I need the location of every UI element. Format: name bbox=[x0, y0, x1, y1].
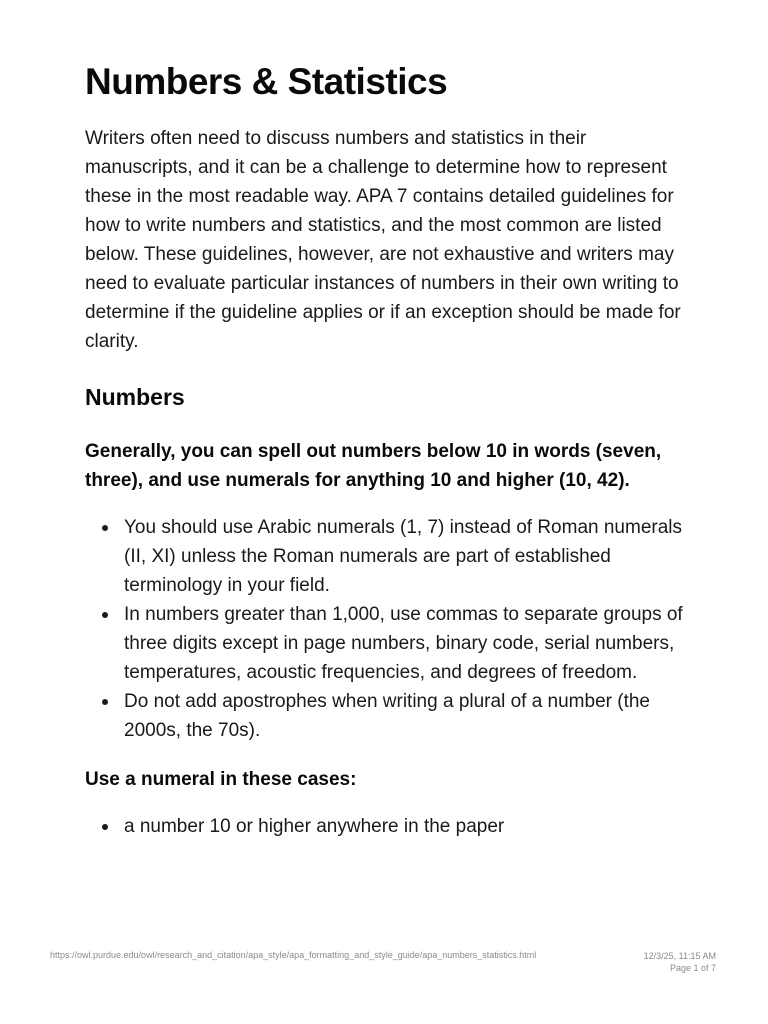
list-item-text: In numbers greater than 1,000, use commas to separate groups of three digits except in page numbers, binary code, serial numbers, temperatures, acoustic frequencies, and degrees of freedom. bbox=[124, 604, 683, 683]
footer-meta bbox=[644, 950, 716, 974]
numbers-rule-lead: Generally, you can spell out numbers below 10 in words (seven, three), and use numerals for anything 10 and higher (10, 42). bbox=[85, 441, 662, 491]
bullet-icon bbox=[102, 525, 108, 531]
bullet-icon bbox=[102, 824, 108, 830]
list-item-text: Do not add apostrophes when writing a plural of a number (the 2000s, the 70s). bbox=[124, 691, 650, 741]
numeral-cases-subheading: Use a numeral in these cases: bbox=[85, 769, 357, 790]
numbers-guidelines-list bbox=[85, 513, 695, 745]
intro-paragraph: Writers often need to discuss numbers and statistics in their manuscripts, and it can be a challenge to determine how to represent these in the most readable way. APA 7 contains detailed guidelines for how to write numbers and statistics, and the most common are listed below. These guidelines, however, are not exhaustive and writers may need to evaluate particular instances of numbers in their own writing to determine if the guideline applies or if an exception should be made for clarity. bbox=[85, 128, 681, 352]
section-heading-numbers: Numbers bbox=[85, 384, 185, 410]
list-item bbox=[124, 600, 695, 687]
footer-source-url: https://owl.purdue.edu/owl/research_and_citation/apa_style/apa_formatting_and_style_guide/apa_numbers_statistics.html bbox=[50, 950, 537, 960]
bullet-icon bbox=[102, 612, 108, 618]
list-item-text: a number 10 or higher anywhere in the paper bbox=[124, 816, 505, 837]
footer-page-number: Page 1 of 7 bbox=[669, 963, 716, 973]
bullet-icon bbox=[102, 699, 108, 705]
list-item bbox=[124, 687, 695, 745]
numeral-cases-list bbox=[85, 812, 695, 841]
list-item bbox=[124, 812, 695, 841]
page-title: Numbers & Statistics bbox=[85, 61, 448, 102]
document-body bbox=[85, 56, 695, 841]
list-item bbox=[124, 513, 695, 600]
list-item-text: You should use Arabic numerals (1, 7) instead of Roman numerals (II, XI) unless the Roman numerals are part of established terminology in your field. bbox=[124, 517, 682, 596]
footer-datetime: 12/3/25, 11:15 AM bbox=[643, 951, 716, 961]
